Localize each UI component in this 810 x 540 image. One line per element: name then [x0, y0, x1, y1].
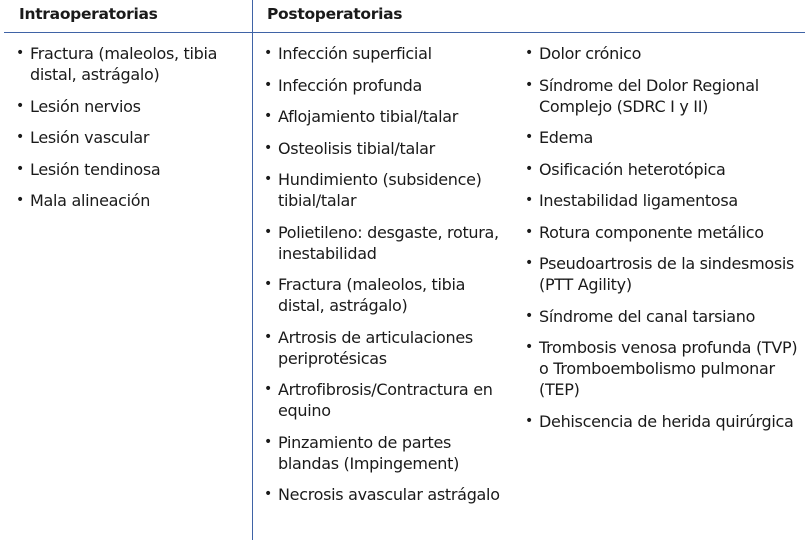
list-item: • Edema — [524, 127, 806, 148]
list-item: • Lesión nervios — [15, 96, 245, 117]
list-item: • Infección superficial — [263, 43, 513, 64]
list-item: • Síndrome del canal tarsiano — [524, 306, 806, 327]
list-item: • Aflojamiento tibial/talar — [263, 106, 513, 127]
list-item: • Hundimiento (subsidence) tibial/talar — [263, 169, 513, 211]
list-item: • Polietileno: desgaste, rotura, inestabilidad — [263, 222, 513, 264]
list-item: • Lesión vascular — [15, 127, 245, 148]
postoperatorias-list-2 — [524, 43, 806, 442]
list-item: • Dolor crónico — [524, 43, 806, 64]
list-item: • Pinzamiento de partes blandas (Impingement) — [263, 432, 513, 474]
postoperatorias-list-1 — [263, 43, 513, 516]
list-item: • Inestabilidad ligamentosa — [524, 190, 806, 211]
header-row — [0, 0, 810, 32]
list-item: • Trombosis venosa profunda (TVP) o Tromboembolismo pulmonar (TEP) — [524, 337, 806, 400]
list-item: • Fractura (maleolos, tibia distal, astrágalo) — [15, 43, 245, 85]
list-item: • Artrosis de articulaciones periprotésicas — [263, 327, 513, 369]
column-divider — [252, 0, 253, 540]
list-item: • Osificación heterotópica — [524, 159, 806, 180]
list-item: • Lesión tendinosa — [15, 159, 245, 180]
list-item: • Pseudoartrosis de la sindesmosis (PTT Agility) — [524, 253, 806, 295]
list-item: • Necrosis avascular astrágalo — [263, 484, 513, 505]
list-item: • Síndrome del Dolor Regional Complejo (SDRC I y II) — [524, 75, 806, 117]
list-item: • Artrofibrosis/Contractura en equino — [263, 379, 513, 421]
list-item: • Fractura (maleolos, tibia distal, astrágalo) — [263, 274, 513, 316]
list-item: • Dehiscencia de herida quirúrgica — [524, 411, 806, 432]
header-intraoperatorias: Intraoperatorias — [19, 5, 158, 23]
list-item: • Mala alineación — [15, 190, 245, 211]
list-item: • Osteolisis tibial/talar — [263, 138, 513, 159]
header-divider — [4, 32, 805, 33]
intraoperatorias-list — [15, 43, 245, 222]
list-item: • Rotura componente metálico — [524, 222, 806, 243]
list-item: • Infección profunda — [263, 75, 513, 96]
header-postoperatorias: Postoperatorias — [267, 5, 403, 23]
